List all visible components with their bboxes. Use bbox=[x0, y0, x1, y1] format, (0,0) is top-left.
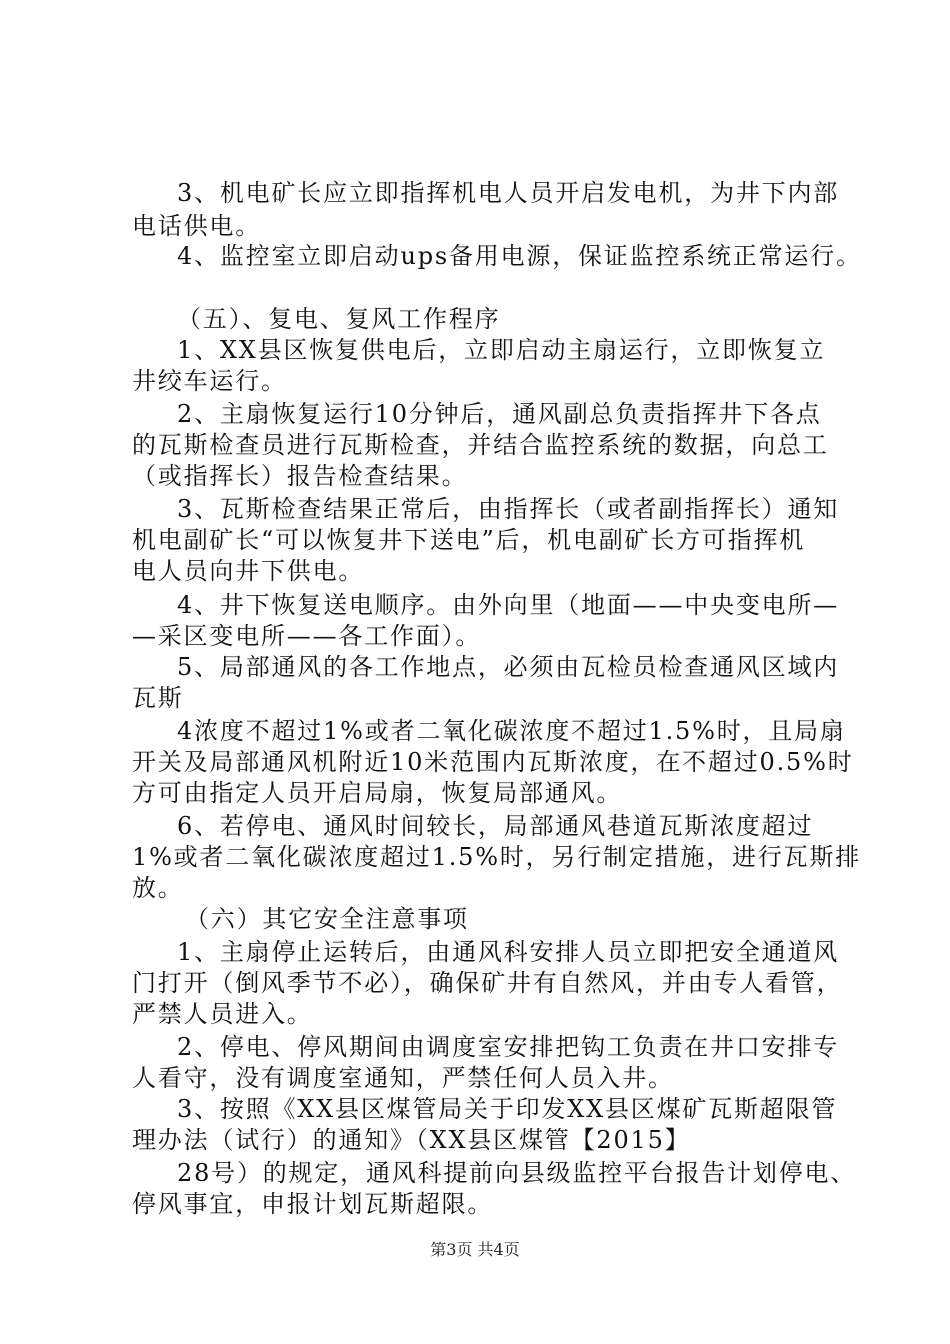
text-line: 6、若停电、通风时间较长，局部通风巷道瓦斯浓度超过 bbox=[177, 812, 814, 840]
text-line: 电人员向井下供电。 bbox=[132, 557, 365, 585]
text-line: 1、主扇停止运转后，由通风科安排人员立即把安全通道风 bbox=[177, 938, 840, 966]
text-line: 4、监控室立即启动ups备用电源，保证监控系统正常运行。 bbox=[177, 242, 862, 270]
text-line: 机电副矿长“可以恢复井下送电”后，机电副矿长方可指挥机 bbox=[132, 526, 806, 554]
text-line: 3、瓦斯检查结果正常后，由指挥长（或者副指挥长）通知 bbox=[177, 495, 840, 523]
text-line: 1%或者二氧化碳浓度超过1.5%时，另行制定措施，进行瓦斯排 bbox=[132, 843, 862, 871]
text-line: 放。 bbox=[132, 874, 184, 902]
text-line: 开关及局部通风机附近10米范围内瓦斯浓度，在不超过0.5%时 bbox=[132, 748, 854, 776]
text-line: 3、机电矿长应立即指挥机电人员开启发电机，为井下内部 bbox=[177, 179, 840, 207]
section-heading: （六）其它安全注意事项 bbox=[185, 905, 469, 933]
text-line: 4浓度不超过1%或者二氧化碳浓度不超过1.5%时，且局扇 bbox=[177, 717, 846, 745]
text-line: 3、按照《XX县区煤管局关于印发XX县区煤矿瓦斯超限管 bbox=[177, 1095, 838, 1123]
section-heading: （五）、复电、复风工作程序 bbox=[177, 305, 501, 333]
page-footer: 第3页 共4页 bbox=[430, 1240, 520, 1259]
text-line: 理办法（试行）的通知》（XX县区煤管【2015】 bbox=[132, 1126, 691, 1154]
text-line: 井绞车运行。 bbox=[132, 367, 287, 395]
text-line: —采区变电所——各工作面）。 bbox=[132, 622, 482, 650]
text-line: 人看守，没有调度室通知，严禁任何人员入井。 bbox=[132, 1064, 674, 1092]
text-line: 28号）的规定，通风科提前向县级监控平台报告计划停电、 bbox=[177, 1159, 857, 1187]
text-line: 电话供电。 bbox=[132, 212, 261, 240]
text-line: 瓦斯 bbox=[132, 684, 184, 712]
text-line: 5、局部通风的各工作地点，必须由瓦检员检查通风区域内 bbox=[177, 653, 840, 681]
text-line: 方可由指定人员开启局扇，恢复局部通风。 bbox=[132, 779, 623, 807]
text-line: 的瓦斯检查员进行瓦斯检查，并结合监控系统的数据，向总工 bbox=[132, 431, 829, 459]
text-line: 1、XX县区恢复供电后，立即启动主扇运行，立即恢复立 bbox=[177, 336, 826, 364]
text-line: 门打开（倒风季节不必），确保矿井有自然风，并由专人看管， bbox=[132, 969, 843, 997]
text-line: 严禁人员进入。 bbox=[132, 1000, 313, 1028]
text-line: （或指挥长）报告检查结果。 bbox=[132, 462, 468, 490]
text-line: 4、井下恢复送电顺序。由外向里（地面——中央变电所— bbox=[177, 591, 840, 619]
text-line: 2、停电、停风期间由调度室安排把钩工负责在井口安排专 bbox=[177, 1033, 840, 1061]
text-line: 停风事宜，申报计划瓦斯超限。 bbox=[132, 1190, 494, 1218]
text-line: 2、主扇恢复运行10分钟后，通风副总负责指挥井下各点 bbox=[177, 400, 822, 428]
